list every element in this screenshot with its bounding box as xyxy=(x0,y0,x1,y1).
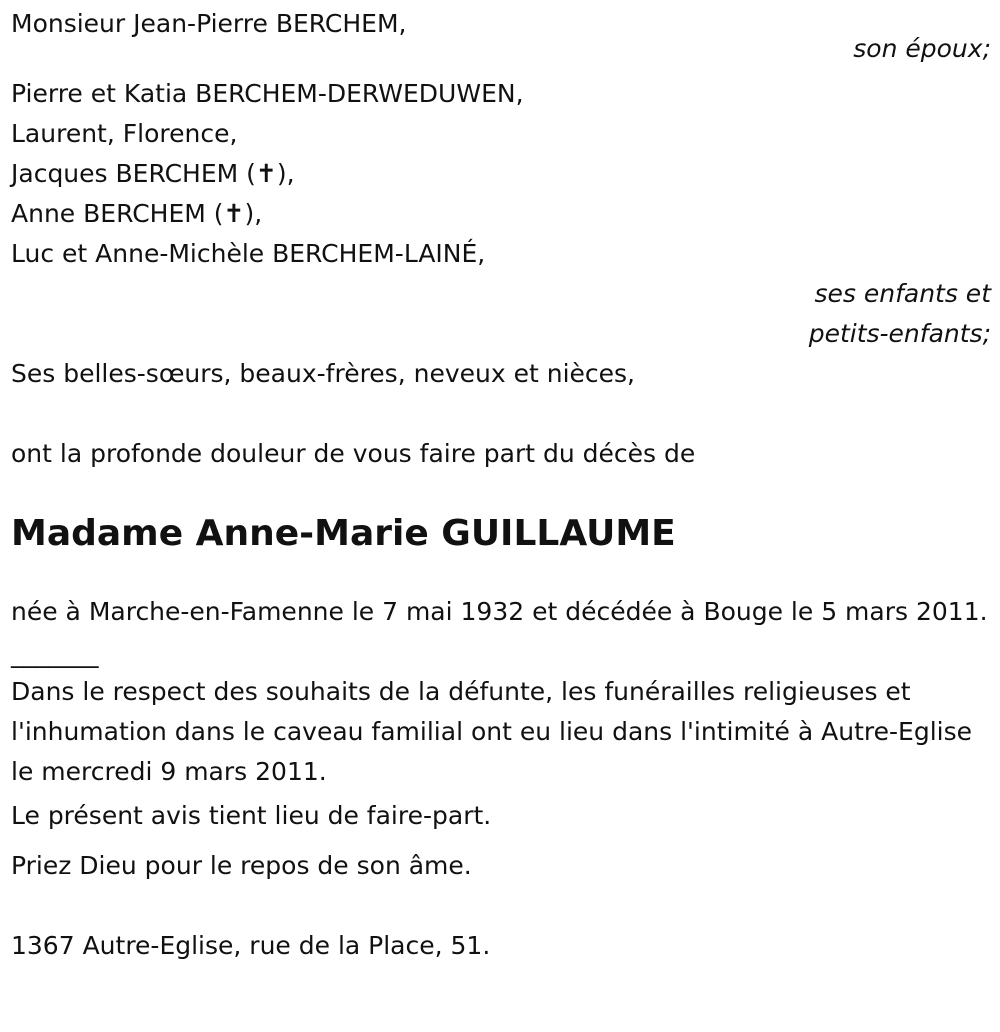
prayer-text: Priez Dieu pour le repos de son âme. xyxy=(11,851,472,880)
notice-text: Le présent avis tient lieu de faire-part. xyxy=(11,801,492,830)
child-line: Luc et Anne-Michèle BERCHEM-LAINÉ, xyxy=(11,239,486,268)
child-line: Jacques BERCHEM (✝), xyxy=(11,159,295,188)
obituary-notice xyxy=(11,4,991,966)
relatives-line: Ses belles-sœurs, beaux-frères, neveux et nièces, xyxy=(11,359,635,388)
children-role-line2: petits-enfants; xyxy=(808,319,991,348)
separator-line: _______ xyxy=(11,639,99,668)
deceased-name: Madame Anne-Marie GUILLAUME xyxy=(11,513,676,554)
announcement-text: ont la profonde douleur de vous faire part du décès de xyxy=(11,439,696,468)
child-line: Pierre et Katia BERCHEM-DERWEDUWEN, xyxy=(11,79,524,108)
child-line: Laurent, Florence, xyxy=(11,119,238,148)
birth-death-text: née à Marche-en-Famenne le 7 mai 1932 et décédée à Bouge le 5 mars 2011. xyxy=(11,597,988,626)
children-role-line1: ses enfants et xyxy=(814,279,991,308)
address-text: 1367 Autre-Eglise, rue de la Place, 51. xyxy=(11,931,491,960)
funeral-info-text: Dans le respect des souhaits de la défunte, les funérailles religieuses et l'inhumation dans le caveau familial ont eu lieu dans l'intimité à Autre-Eglise le mercredi 9 mars 2011. xyxy=(11,677,972,786)
spouse-name: Monsieur Jean-Pierre BERCHEM, xyxy=(11,9,407,38)
child-line: Anne BERCHEM (✝), xyxy=(11,199,263,228)
spouse-role: son époux; xyxy=(853,34,991,63)
